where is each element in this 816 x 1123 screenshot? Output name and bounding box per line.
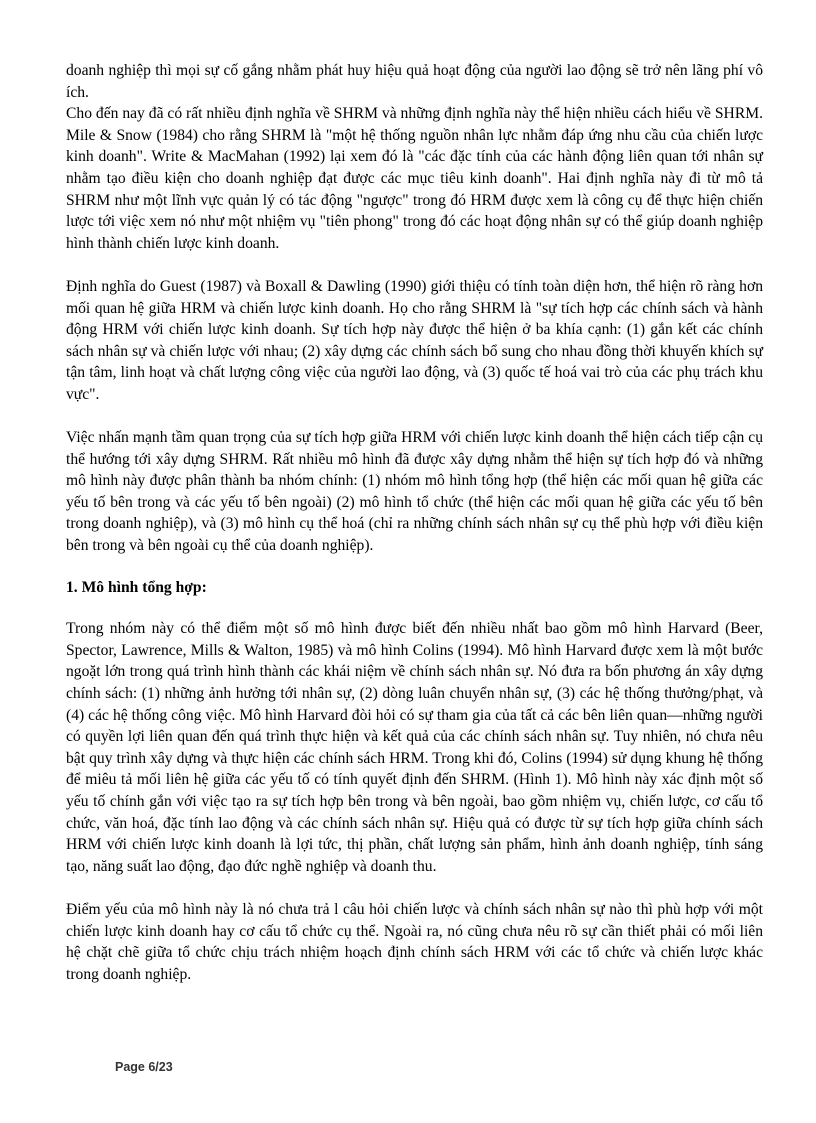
page-number-footer: Page 6/23: [115, 1060, 173, 1074]
paragraph-integration-models: Việc nhấn mạnh tầm quan trọng của sự tích hợp giữa HRM với chiến lược kinh doanh thể hiện cách tiếp cận cụ thể hướng tới xây dựng SHRM. Rất nhiều mô hình đã được xây dựng nhằm thể hiện sự tích hợp đó và những mô hình này được phân thành ba nhóm chính: (1) nhóm mô hình tổng hợp (thể hiện các mối quan hệ giữa các yếu tố bên trong và các yếu tố bên ngoài) (2) mô hình tổ chức (thể hiện các mối quan hệ giữa các yếu tố bên trong doanh nghiệp), và (3) mô hình cụ thể hoá (chỉ ra những chính sách nhân sự cụ thể phù hợp với điều kiện bên trong và bên ngoài cụ thể của doanh nghiệp).: [66, 429, 763, 555]
paragraph-guest-boxall-definition: Định nghĩa do Guest (1987) và Boxall & Dawling (1990) giới thiệu có tính toàn diện hơn, thể hiện rõ ràng hơn mối quan hệ giữa HRM và chiến lược kinh doanh. Họ cho rằng SHRM là "sự tích hợp các chính sách và hành động HRM với chiến lược kinh doanh. Sự tích hợp này được thể hiện ở ba khía cạnh: (1) gắn kết các chính sách nhân sự và chiến lược với nhau; (2) xây dựng các chính sách bổ sung cho nhau đồng thời khuyến khích sự tận tâm, linh hoạt và chất lượng công việc của người lao động, và (3) quốc tế hoá vai trò của các phụ trách khu vực".: [66, 277, 763, 403]
paragraph-shrm-definitions: Cho đến nay đã có rất nhiều định nghĩa về SHRM và những định nghĩa này thể hiện nhiều cách hiểu về SHRM. Mile & Snow (1984) cho rằng SHRM là "một hệ thống nguồn nhân lực nhằm đáp ứng nhu cầu của chiến lược kinh doanh". Write & MacMahan (1992) lại xem đó là "các đặc tính của các hành động liên quan tới nhân sự nhằm tạo điều kiện cho doanh nghiệp đạt được các mục tiêu kinh doanh". Hai định nghĩa này đi từ mô tả SHRM như một lĩnh vực quản lý có tác động "ngược" trong đó HRM được xem là công cụ để thực hiện chiến lược tới việc xem nó như một nhiệm vụ "tiên phong" trong đó các hoạt động nhân sự có thể giúp doanh nghiệp hình thành chiến lược kinh doanh.: [66, 105, 763, 252]
section-heading: 1. Mô hình tổng hợp:: [66, 578, 207, 596]
paragraph-harvard-colins-models: Trong nhóm này có thể điểm một số mô hình được biết đến nhiều nhất bao gồm mô hình Harvard (Beer, Spector, Lawrence, Mills & Walton, 1985) và mô hình Colins (1994). Mô hình Harvard được xem là một bước ngoặt lớn trong quá trình hình thành các khái niệm về chính sách nhân sự. Nó đưa ra bốn phương án xây dựng chính sách: (1) những ảnh hưởng tới nhân sự, (2) dòng luân chuyển nhân sự, (3) các hệ thống thưởng/phạt, và (4) các hệ thống công việc. Mô hình Harvard đòi hỏi có sự tham gia của tất cả các bên liên quan—những người có quyền lợi liên quan đến quá trình thực hiện và kết quả của các chính sách nhân sự. Tuy nhiên, nó chưa nêu bật quy trình xây dựng và thực hiện các chính sách HRM. Trong khi đó, Colins (1994) sử dụng khung hệ thống để miêu tả mối liên hệ giữa các yếu tố có tính quyết định đến SHRM. (Hình 1). Mô hình này xác định một số yếu tố chính gắn với việc tạo ra sự tích hợp bên trong và bên ngoài, bao gồm nhiệm vụ, chiến lược, cơ cấu tổ chức, văn hoá, đặc tính lao động và các chính sách nhân sự. Hiệu quả có được từ sự tích hợp giữa chính sách HRM với chiến lược kinh doanh là lợi tức, thị phần, chất lượng sản phẩm, hình ảnh doanh nghiệp, tính sáng tạo, năng suất lao động, đạo đức nghề nghiệp và doanh thu.: [66, 620, 763, 875]
document-body: [66, 60, 763, 985]
paragraph-model-weakness: Điểm yếu của mô hình này là nó chưa trả l câu hỏi chiến lược và chính sách nhân sự nào thì phù hợp với một chiến lược kinh doanh hay cơ cấu tổ chức cụ thể. Ngoài ra, nó cũng chưa nêu rõ sự cần thiết phải có mối liên hệ chặt chẽ giữa tổ chức chịu trách nhiệm hoạch định chính sách HRM với các tổ chức và chiến lược khác trong doanh nghiệp.: [66, 900, 763, 983]
paragraph-intro-continuation: doanh nghiệp thì mọi sự cố gắng nhằm phát huy hiệu quả hoạt động của người lao động sẽ trở nên lãng phí vô ích.: [66, 62, 763, 101]
